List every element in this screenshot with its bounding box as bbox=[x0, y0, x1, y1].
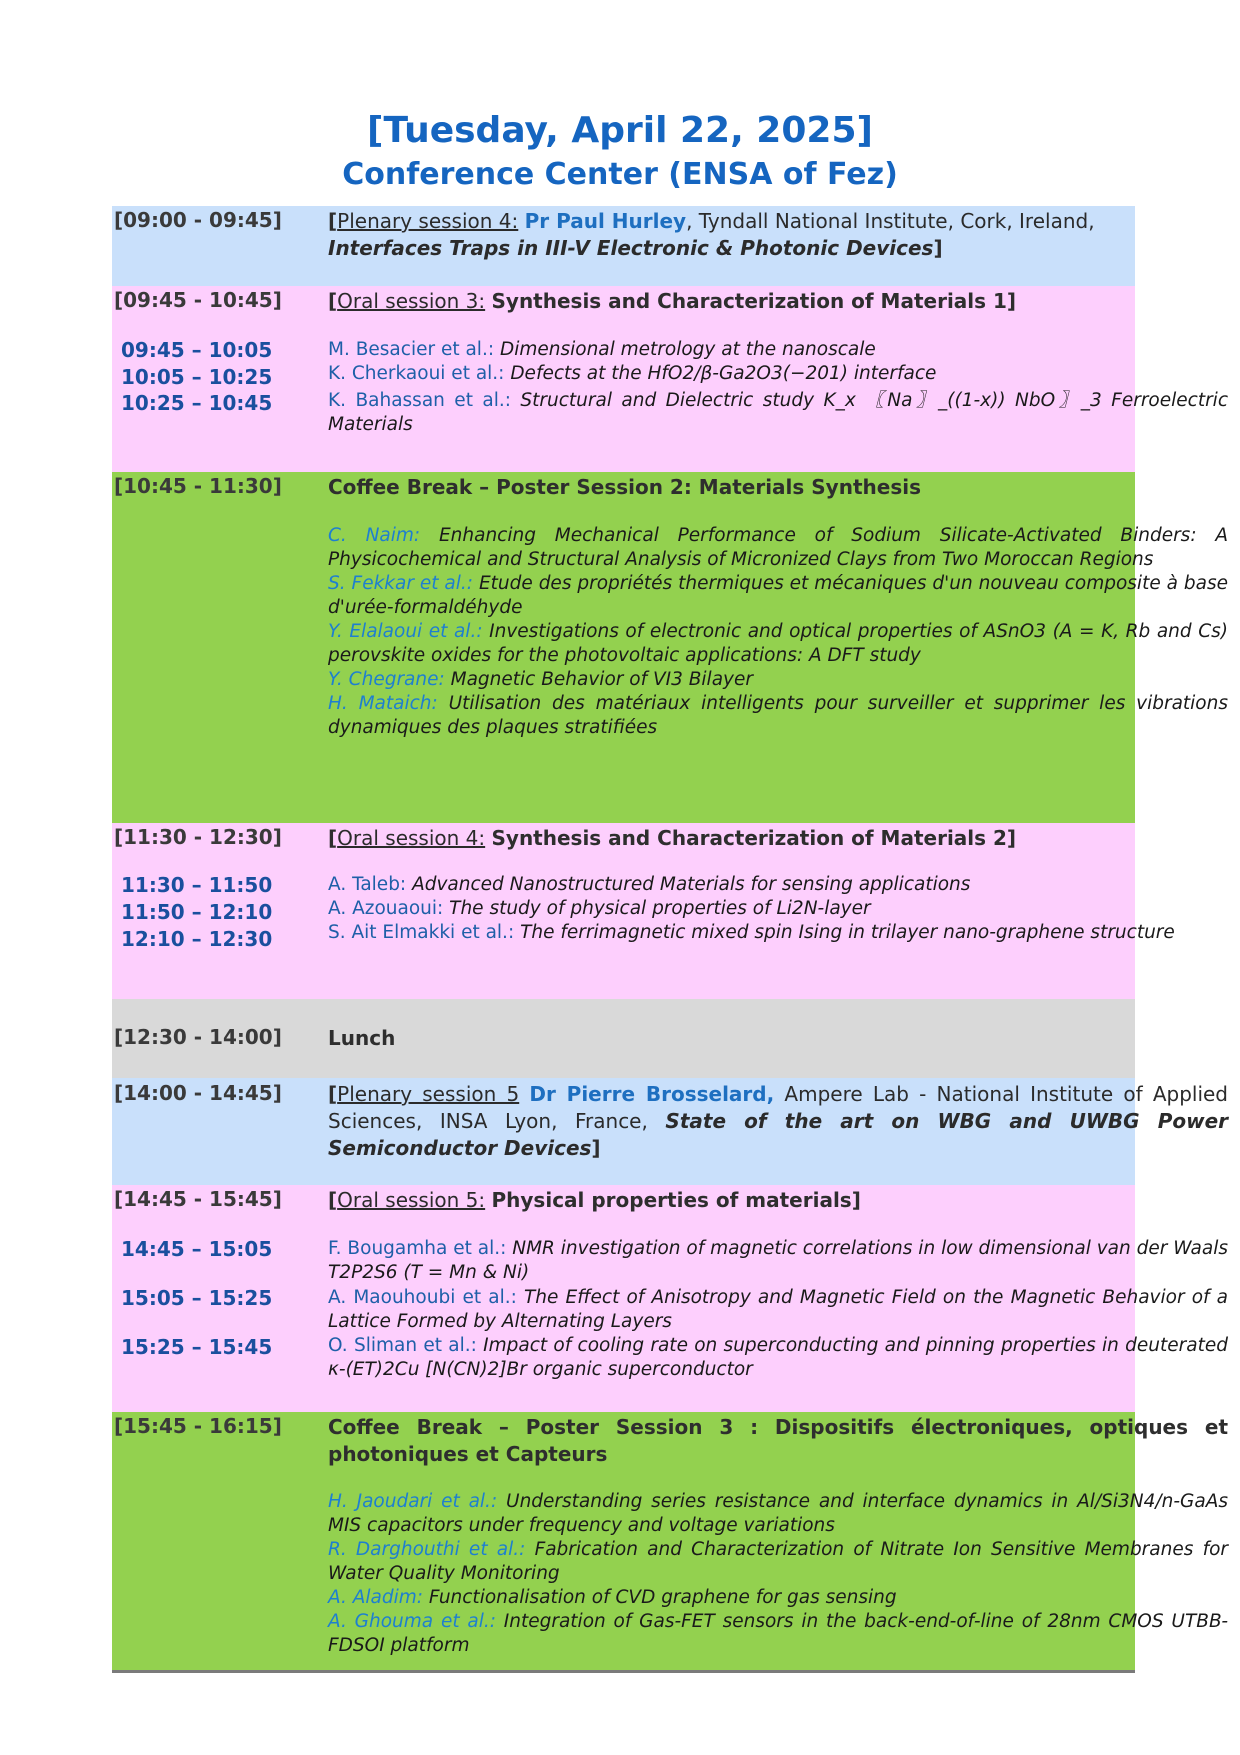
row-plenary-session-4 bbox=[112, 206, 1135, 286]
row-oral-session-5 bbox=[112, 1185, 1228, 1412]
speaker-name: Pr Paul Hurley bbox=[524, 209, 687, 233]
session-label: Oral session 3: bbox=[337, 289, 486, 313]
row-time: [12:30 - 14:00] bbox=[114, 1025, 282, 1049]
talk-entry: A. Azouaoui: The study of physical properties of Li2N-layer bbox=[328, 898, 871, 919]
talk-time: 10:05 – 10:25 bbox=[121, 365, 273, 389]
talk-time: 11:50 – 12:10 bbox=[121, 900, 273, 924]
lunch-label: Lunch bbox=[328, 1026, 396, 1050]
poster-entry: C. Naim: Enhancing Mechanical Performance of Sodium Silicate-Activated Binders: A Physicochemical and Structural Analysis of Micronized Clays from Two Moroccan Regions bbox=[328, 525, 1229, 570]
poster-list bbox=[328, 524, 1228, 740]
talk-entry: F. Bougamha et al.: NMR investigation of magnetic correlations in low dimensional van der Waals T2P2S6 (T = Mn & Ni) bbox=[328, 1238, 1228, 1283]
row-time: [14:00 - 14:45] bbox=[114, 1081, 282, 1105]
poster-entry: Y. Elalaoui et al.: Investigations of electronic and optical properties of ASnO3 (A = K, Rb and Cs) perovskite oxides for the photovoltaic applications: A DFT study bbox=[328, 621, 1228, 666]
talk-entry: M. Besacier et al.: Dimensional metrology at the nanoscale bbox=[328, 339, 876, 360]
speaker-affiliation: Ampere Lab - National Institute of Applied Sciences, INSA Lyon, France, bbox=[328, 1082, 1229, 1133]
row-time: [11:30 - 12:30] bbox=[114, 825, 282, 849]
talk-time: 11:30 – 11:50 bbox=[121, 873, 273, 897]
row-oral-session-4 bbox=[112, 823, 1175, 999]
talk-entry: S. Ait Elmakki et al.: The ferrimagnetic mixed spin Ising in trilayer nano-graphene structure bbox=[328, 922, 1175, 943]
row-poster-session-3 bbox=[112, 1412, 1229, 1670]
session-label: Plenary session 5 bbox=[337, 1082, 520, 1106]
poster-entry: A. Ghouma et al.: Integration of Gas-FET sensors in the back-end-of-line of 28nm CMOS UTBB-FDSOI platform bbox=[328, 1611, 1228, 1656]
row-time: [15:45 - 16:15] bbox=[114, 1414, 282, 1438]
row-time: [14:45 - 15:45] bbox=[114, 1187, 282, 1211]
poster-entry: S. Fekkar et al.: Etude des propriétés thermiques et mécaniques d'un nouveau composite à base d'urée-formaldéhyde bbox=[328, 573, 1228, 618]
session-topic: Synthesis and Characterization of Materials 1] bbox=[491, 289, 1017, 313]
row-oral-session-3 bbox=[112, 286, 1228, 472]
talk-time: 09:45 – 10:05 bbox=[121, 338, 273, 362]
row-time: [10:45 - 11:30] bbox=[114, 474, 282, 498]
poster-entry: H. Jaoudari et al.: Understanding series resistance and interface dynamics in Al/Si3N4/n-GaAs MIS capacitors under frequency and voltage variations bbox=[328, 1491, 1229, 1536]
row-lunch bbox=[112, 999, 1135, 1078]
schedule-table bbox=[112, 206, 1229, 1673]
session-label: Oral session 5: bbox=[337, 1188, 486, 1212]
poster-list bbox=[328, 1490, 1228, 1658]
session-heading: Coffee Break – Poster Session 3 : Dispositifs électroniques, optiques et photoniques et Capteurs bbox=[328, 1415, 1228, 1466]
row-time: [09:45 - 10:45] bbox=[114, 288, 282, 312]
row-time: [09:00 - 09:45] bbox=[114, 208, 282, 232]
row-content: [Plenary session 5 Dr Pierre Brosselard, Ampere Lab - National Institute of Applied Sciences, INSA Lyon, France, State of the art on WBG and UWBG Power Semiconductor Devices] bbox=[328, 1082, 1229, 1160]
row-content: [Oral session 3: Synthesis and Characterization of Materials 1] bbox=[328, 289, 1017, 313]
talk-title: Interfaces Traps in III-V Electronic & Photonic Devices bbox=[328, 236, 934, 260]
poster-entry: R. Darghouthi et al.: Fabrication and Characterization of Nitrate Ion Sensitive Membranes for Water Quality Monitoring bbox=[328, 1539, 1229, 1584]
poster-entry: A. Aladim: Functionalisation of CVD graphene for gas sensing bbox=[328, 1587, 897, 1608]
talk-entry: K. Bahassan et al.: Structural and Dielectric study K_x 〖Na〗_((1-x)) NbO〗_3 Ferroelectric Materials bbox=[328, 390, 1228, 435]
speaker-name: Dr Pierre Brosselard, bbox=[529, 1082, 775, 1106]
talk-entry: A. Taleb: Advanced Nanostructured Materials for sensing applications bbox=[328, 874, 971, 895]
session-heading: Coffee Break – Poster Session 2: Materials Synthesis bbox=[328, 475, 921, 499]
session-label: Plenary session 4: bbox=[337, 209, 519, 233]
session-topic: Physical properties of materials] bbox=[491, 1188, 861, 1212]
session-topic: Synthesis and Characterization of Materials 2] bbox=[491, 826, 1017, 850]
talk-entry: A. Maouhoubi et al.: The Effect of Anisotropy and Magnetic Field on the Magnetic Behavior of a Lattice Formed by Alternating Layers bbox=[328, 1287, 1228, 1332]
talk-time: 10:25 – 10:45 bbox=[121, 391, 273, 415]
poster-entry: H. Mataich: Utilisation des matériaux intelligents pour surveiller et supprimer les vibrations dynamiques des plaques stratifiées bbox=[328, 693, 1228, 738]
talk-entry: K. Cherkaoui et al.: Defects at the HfO2/β-Ga2O3(−201) interface bbox=[328, 363, 937, 384]
poster-entry: Y. Chegrane: Magnetic Behavior of VI3 Bilayer bbox=[328, 669, 753, 690]
row-poster-session-2 bbox=[112, 472, 1229, 823]
speaker-affiliation: , Tyndall National Institute, Cork, Ireland, bbox=[686, 209, 1095, 233]
talk-time: 15:05 – 15:25 bbox=[121, 1286, 273, 1310]
page-venue-title: Conference Center (ENSA of Fez) bbox=[342, 157, 898, 192]
talk-time: 12:10 – 12:30 bbox=[121, 927, 273, 951]
row-plenary-session-5 bbox=[112, 1078, 1229, 1185]
page-date-title: [Tuesday, April 22, 2025] bbox=[367, 110, 873, 151]
row-content: [Plenary session 4: Pr Paul Hurley, Tyndall National Institute, Cork, Ireland, Interfaces Traps in III-V Electronic & Photonic Devices] bbox=[328, 209, 1095, 260]
row-content: [Oral session 5: Physical properties of materials] bbox=[328, 1188, 861, 1212]
session-label: Oral session 4: bbox=[337, 826, 486, 850]
row-content: [Oral session 4: Synthesis and Characterization of Materials 2] bbox=[328, 826, 1017, 850]
talk-time: 14:45 – 15:05 bbox=[121, 1237, 273, 1261]
talk-time: 15:25 – 15:45 bbox=[121, 1335, 273, 1359]
talk-title: State of the art on WBG and UWBG Power Semiconductor Devices bbox=[328, 1109, 1229, 1160]
talk-entry: O. Sliman et al.: Impact of cooling rate on superconducting and pinning properties in deuterated κ-(ET)2Cu [N(CN)2]Br organic superconductor bbox=[328, 1335, 1228, 1380]
